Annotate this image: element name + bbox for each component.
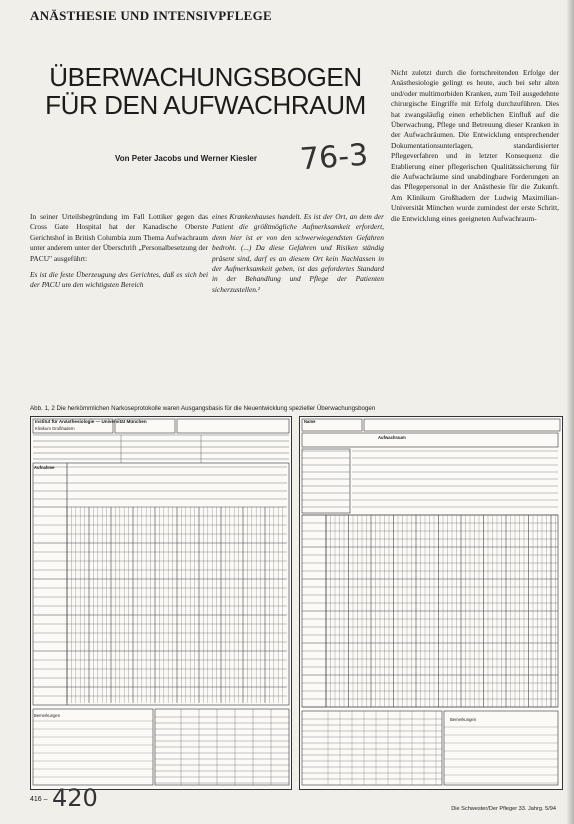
- handwritten-page-number: 420: [52, 784, 98, 812]
- form-1-header: Institut für Anästhesiologie — Universität München: [35, 419, 147, 424]
- form-2-subheader: Aufwachraum: [378, 435, 406, 440]
- paragraph: In seiner Urteilsbegründung im Fall Lottiker gegen das Cross Gate Hospital hat der Kanadische Oberste Gerichtshof in British Columbia zum Thema Aufwachraum unter anderem unter der Überschrift „Personalbesetzung der PACU" ausgeführt:: [30, 212, 208, 263]
- form-2-grid: [300, 417, 562, 789]
- bottom-left-box: [302, 711, 442, 785]
- form-1-admission-label: Aufnahme: [34, 465, 55, 470]
- section-title: ANÄSTHESIE UND INTENSIVPFLEGE: [30, 8, 273, 23]
- text-column-3: [391, 68, 559, 230]
- handwritten-note: 76-3: [298, 137, 370, 178]
- monitoring-form-2: [299, 416, 563, 790]
- article-headline: [28, 63, 383, 119]
- remarks-box: [444, 711, 558, 785]
- monitoring-form-1: [30, 416, 292, 790]
- label-column-box: [302, 449, 350, 513]
- byline: Von Peter Jacobs und Werner Kiesler: [115, 154, 257, 163]
- form-header-box: [302, 433, 558, 447]
- form-1-grid: [31, 417, 291, 789]
- journal-footer: Die Schwester/Der Pfleger 33. Jahrg. 5/94: [451, 806, 556, 812]
- form-header-box: [177, 419, 289, 433]
- paragraph: Nicht zuletzt durch die fortschreitenden Erfolge der Anästhesiologie gelingt es heute, auch bei sehr alten und/oder multimorbiden Kranken, zum Teil ausgedehnte chirurgische Eingriffe mit Erfolg durchzuführen. Dies hat zwangsläufig einen erheblichen Einfluß auf die Überwachung, Pflege und Betreuung dieser Kranken in der Aufwachräumen. Die Entwicklung entsprechender Dokumentationsunterlagen, standardisierter Pflegeverfahren und in letzter Konsequenz die Etablierung einer pflegerischen Qualitätssicherung für die Aufwachräume sind unabdingbare Forderungen an das Pflegepersonal in der Anästhesie für die Zukunft. Am Klinikum Großhadern der Ludwig Maximilian-Universität München wurde zumindest der erste Schritt, die Entwicklung eines geeigneten Aufwachraum-: [391, 68, 559, 223]
- text-column-2: [212, 212, 384, 301]
- page-number: 416 –: [30, 796, 48, 803]
- form-2-remarks-label: Bemerkungen: [450, 717, 477, 722]
- paragraph: Es ist die feste Überzeugung des Gerichtes, daß es sich bei der PACU um den wichtigsten Bereich: [30, 270, 208, 290]
- form-1-subheader: Klinikum Großhadern: [35, 426, 75, 431]
- form-2-header: Name: [304, 419, 316, 424]
- form-1-remarks-label: Bemerkungen: [34, 713, 61, 718]
- form-header-box: [364, 419, 560, 431]
- figure-caption: Abb. 1, 2 Die herkömmlichen Narkoseprotokolle waren Ausgangsbasis für die Neuentwicklung spezieller Überwachungsbogen: [30, 405, 376, 412]
- headline-line-1: ÜBERWACHUNGSBOGEN: [49, 62, 362, 92]
- page-edge-shadow: [566, 0, 574, 824]
- remarks-box: [33, 709, 153, 785]
- text-column-1: [30, 212, 208, 297]
- paragraph: eines Krankenhauses handelt. Es ist der Ort, an dem der Patient die größtmögliche Aufmerksamkeit erfordert, denn hier ist er von den schwerwiegendsten Gefahren bedroht. (...) Da diese Gefahren und Risiken ständig präsent sind, darf es an diesem Ort kein Nachlassen in der Aufmerksamkeit geben, ist das gefordertes Standard in der Behandlung und Pflege der Patienten sicherzustellen.²: [212, 212, 384, 294]
- headline-line-2: FÜR DEN AUFWACHRAUM: [45, 90, 366, 120]
